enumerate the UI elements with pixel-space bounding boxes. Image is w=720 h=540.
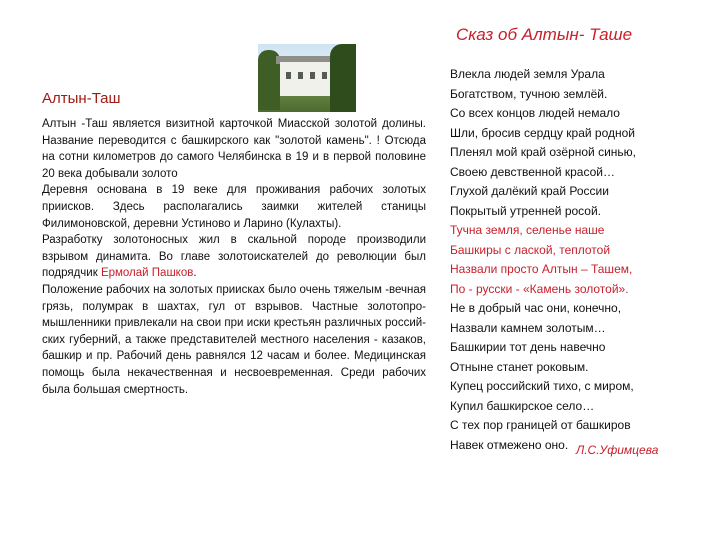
contractor-name: Ермолай Пашков (100, 267, 194, 280)
poem-line: Богатством, тучною землёй. (450, 86, 608, 101)
poem-line: Назвали камнем золотым… (450, 320, 606, 335)
poem-line: Башкирии тот день навечно (450, 340, 606, 354)
poem-line: Влекла людей земля Урала (450, 67, 605, 81)
paragraph-intro: Алтын -Таш является визитной карточкой Миасской золотой долины. Название переводится с башкирского как "золотой камень". ! Отсюда на сотни километров до самого Челябинска в 19 и в первой половине 20 века добывали золото (42, 118, 426, 180)
poem-author: Л.С.Уфимцева (576, 443, 659, 457)
poem-line: Назвали просто Алтын – Ташем, (450, 262, 633, 276)
poem-line: Своею девственной красой… (450, 164, 615, 179)
poem-line: Пленял мой край озёрной синью, (450, 145, 636, 159)
article-body (42, 116, 426, 398)
paragraph-mining: Разработку золотоносных жил в скальной породе производили взрывом динамита. Во главе золотоискателей до революции был подрядчик Ермолай Пашков. (42, 234, 426, 280)
poem-line: Купец российский тихо, с миром, (450, 379, 634, 393)
poem-line: Глухой далёкий край России (450, 184, 609, 198)
poem-title: Сказ об Алтын- Таше (456, 25, 633, 44)
poem-line: Покрытый утренней росой. (450, 203, 602, 218)
paragraph-village: Деревня основана в 19 веке для проживания рабочих золотых приисков. Здесь располагались заимки жителей станицы Филимоновской, деревни Устиново и Ларино (Кулахты). (42, 184, 426, 230)
poem-line: Тучна земля, селенье наше (450, 223, 605, 237)
poem-line: С тех пор границей от башкиров (450, 418, 631, 432)
poem-line: По - русски - «Камень золотой». (450, 281, 629, 296)
village-photo (258, 44, 356, 112)
poem-text (450, 65, 690, 455)
paragraph-workers: Положение рабочих на золотых приисках было очень тяжелым -вечная грязь, полумрак в шахтах, гул от взрывов. Частные золотопро-мышленники привлекали на свои при иски крестьян различных россий-ских губерний, а также представителей местного населения - казаков, башкир и пр. Рабочий день равнялся 12 часам и более. Медицинская помощь была некачественная и несвоевременная. Среди рабочих была большая смертность. (42, 283, 426, 396)
poem-line: Отныне станет роковым. (450, 359, 589, 374)
poem-line: Не в добрый час они, конечно, (450, 301, 622, 315)
poem-line: Навек отмежено оно. (450, 437, 569, 452)
poem-line: Шли, бросив сердцу край родной (450, 125, 636, 140)
poem-line: Со всех концов людей немало (450, 106, 620, 120)
poem-line: Башкиры с лаской, теплотой (450, 242, 611, 257)
article-title: Алтын-Таш (42, 90, 121, 107)
poem-line: Купил башкирское село… (450, 398, 595, 413)
